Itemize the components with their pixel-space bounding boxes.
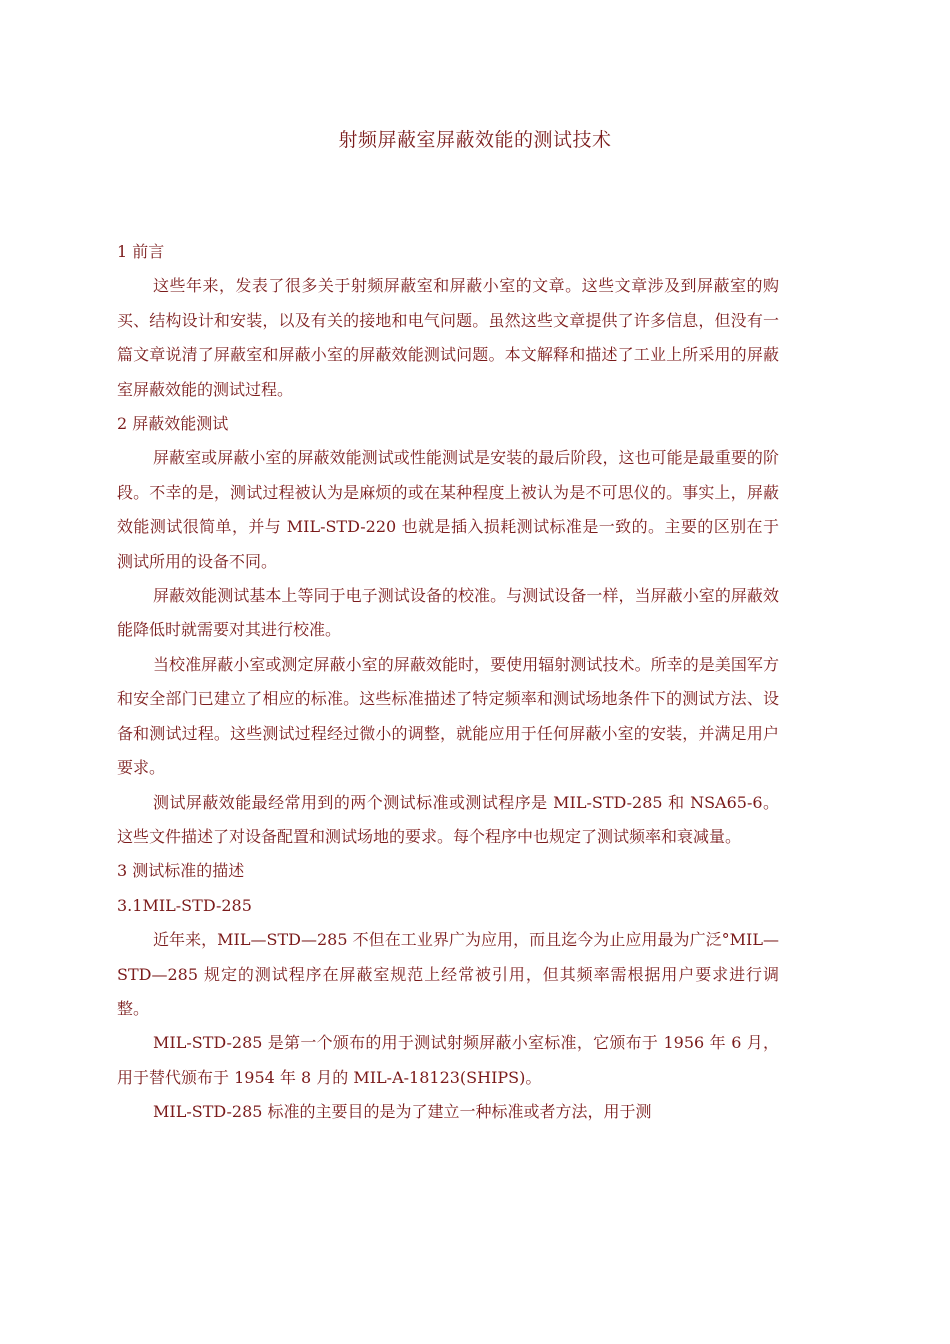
paragraph: 屏蔽效能测试基本上等同于电子测试设备的校准。与测试设备一样，当屏蔽小室的屏蔽效能降低时就需要对其进行校准。: [117, 586, 779, 640]
paragraph: 屏蔽室或屏蔽小室的屏蔽效能测试或性能测试是安装的最后阶段，这也可能是最重要的阶段。不幸的是，测试过程被认为是麻烦的或在某种程度上被认为是不可思仪的。事实上，屏蔽效能测试很简单，并与 MIL-STD-220 也就是插入损耗测试标准是一致的。主要的区别在于测试所用的设备不同。: [117, 448, 779, 571]
paragraph: MIL-STD-285 是第一个颁布的用于测试射频屏蔽小室标准，它颁布于 1956 年 6 月，用于替代颁布于 1954 年 8 月的 MIL-A-18123(SHIPS)。: [117, 1033, 779, 1087]
paragraph: 近年来，MIL—STD—285 不但在工业界广为应用，而且迄今为止应用最为广泛°MIL—STD—285 规定的测试程序在屏蔽室规范上经常被引用，但其频率需根据用户要求进行调整。: [117, 930, 779, 1018]
paragraph: 这些年来，发表了很多关于射频屏蔽室和屏蔽小室的文章。这些文章涉及到屏蔽室的购买、结构设计和安装，以及有关的接地和电气问题。虽然这些文章提供了许多信息，但没有一篇文章说清了屏蔽室和屏蔽小室的屏蔽效能测试问题。本文解释和描述了工业上所采用的屏蔽室屏蔽效能的测试过程。: [117, 276, 779, 399]
document-body: [117, 235, 779, 1130]
subsection-heading-mil-std-285: 3.1MIL-STD-285: [117, 895, 252, 915]
section-heading-preface: 1 前言: [117, 242, 165, 261]
section-heading-standards: 3 测试标准的描述: [117, 861, 245, 881]
paragraph: 当校准屏蔽小室或测定屏蔽小室的屏蔽效能时，要使用辐射测试技术。所幸的是美国军方和安全部门已建立了相应的标准。这些标准描述了特定频率和测试场地条件下的测试方法、设备和测试过程。这些测试过程经过微小的调整，就能应用于任何屏蔽小室的安装，并满足用户要求。: [117, 654, 779, 778]
paragraph: 测试屏蔽效能最经常用到的两个测试标准或测试程序是 MIL-STD-285 和 NSA65-6。这些文件描述了对设备配置和测试场地的要求。每个程序中也规定了测试频率和衰减量。: [117, 792, 779, 846]
paragraph: MIL-STD-285 标准的主要目的是为了建立一种标准或者方法，用于测: [153, 1102, 652, 1122]
section-heading-shielding-test: 2 屏蔽效能测试: [117, 414, 229, 434]
document-title: 射频屏蔽室屏蔽效能的测试技术: [338, 129, 612, 151]
